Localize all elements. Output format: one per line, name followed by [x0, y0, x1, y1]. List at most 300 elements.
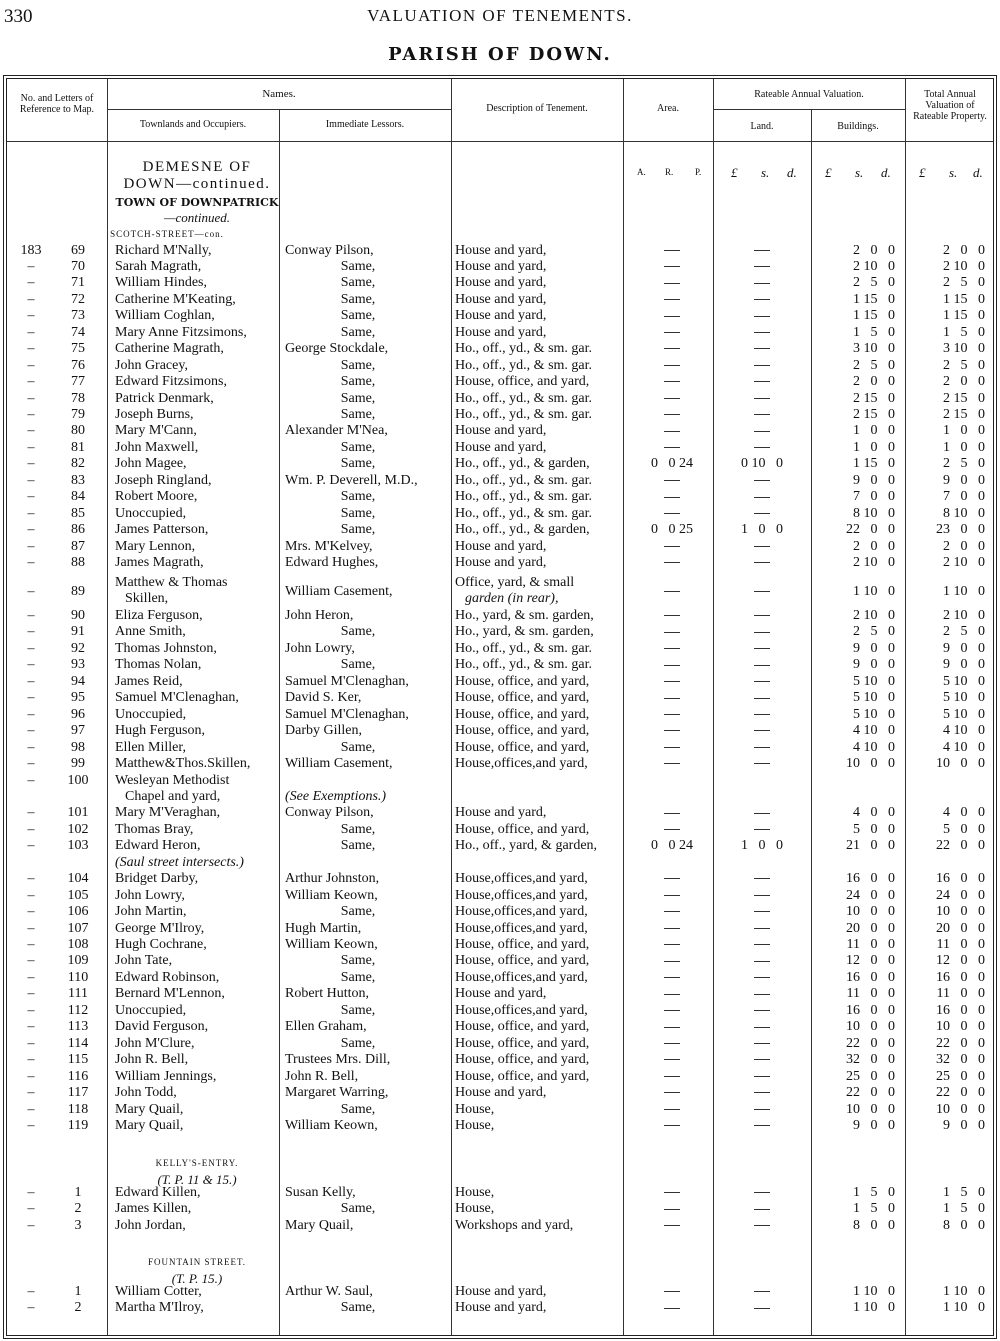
lessor: Same,	[340, 904, 376, 920]
buildings-value: 9 0 0	[853, 640, 895, 656]
occupier: Mary M'Veraghan,	[115, 805, 221, 821]
rule-names-sub	[107, 109, 451, 110]
area	[631, 690, 713, 706]
ref-letter: 1	[74, 1185, 82, 1200]
ref-letter: 74	[71, 324, 85, 340]
table-row	[7, 243, 995, 259]
ref-number: –	[27, 505, 35, 521]
area	[631, 970, 713, 986]
land-value: 0 10 0	[741, 456, 783, 472]
ref-letter: 91	[71, 624, 85, 640]
buildings-value: 9 0 0	[853, 657, 895, 673]
lessor: Margaret Warring,	[285, 1085, 389, 1101]
ref-number: –	[27, 1284, 35, 1299]
nil-dash	[664, 730, 680, 731]
table-row	[7, 440, 995, 456]
occupier: Sarah Magrath,	[115, 258, 202, 274]
lessor: Same,	[340, 953, 376, 969]
buildings-value: 9 0 0	[853, 1117, 895, 1133]
ref-number: –	[27, 937, 35, 952]
buildings-value: 24 0 0	[846, 887, 895, 903]
lessor: Arthur Johnston,	[285, 871, 380, 887]
buildings-value: 2 10 0	[853, 608, 895, 623]
section-fountain-street: FOUNTAIN STREET.	[147, 1257, 247, 1267]
ref-number: –	[27, 887, 35, 903]
nil-dash	[664, 365, 680, 366]
ref-letter: 82	[71, 456, 85, 472]
table-row	[7, 657, 995, 673]
nil-dash	[754, 1225, 770, 1226]
ref-letter: 75	[71, 341, 85, 357]
land-value	[713, 1118, 811, 1134]
occupier: John R. Bell,	[115, 1052, 189, 1068]
lessor: Same,	[340, 1300, 376, 1316]
area	[631, 657, 713, 673]
area	[631, 292, 713, 308]
ref-letter: 102	[67, 821, 89, 837]
section-demesne: DEMESNE OF	[142, 159, 252, 175]
land-value	[713, 1185, 811, 1201]
ref-number: –	[27, 390, 35, 406]
lessor: William Keown,	[285, 1117, 378, 1133]
buildings-value: 4 10 0	[853, 739, 895, 755]
nil-dash	[754, 250, 770, 251]
ref-letter: 108	[67, 937, 89, 952]
occupier: Samuel M'Clenaghan,	[115, 690, 239, 706]
occupier: William Hindes,	[115, 275, 207, 291]
table-row	[7, 773, 995, 789]
area	[631, 243, 713, 259]
table-row	[7, 1284, 995, 1300]
nil-dash	[664, 878, 680, 879]
nil-dash	[664, 1308, 680, 1309]
nil-dash	[754, 283, 770, 284]
nil-dash	[664, 681, 680, 682]
area	[631, 1069, 713, 1085]
area	[631, 1300, 713, 1316]
buildings-value: 1 10 0	[853, 1300, 895, 1316]
rule-rateable-sub	[713, 109, 905, 110]
area	[631, 275, 713, 291]
table-row	[7, 888, 995, 904]
total-value: 2 5 0	[943, 357, 985, 373]
area	[631, 1036, 713, 1052]
land-value	[713, 657, 811, 673]
description: House, office, and yard,	[455, 1068, 590, 1084]
description: House and yard,	[455, 291, 547, 307]
land-value	[713, 756, 811, 772]
ref-number: –	[27, 821, 35, 837]
lessor: David S. Ker,	[285, 690, 362, 706]
ref-letter: 90	[71, 608, 85, 623]
total-value: 25 0 0	[936, 1068, 985, 1084]
nil-dash	[754, 431, 770, 432]
lessor: Same,	[340, 390, 376, 406]
occupier: Martha M'Ilroy,	[115, 1300, 204, 1316]
ref-letter: 71	[71, 275, 85, 291]
area	[631, 341, 713, 357]
total-value: 4 0 0	[943, 805, 985, 821]
ref-number: –	[27, 538, 35, 554]
ref-number: –	[27, 374, 35, 390]
lessor: Hugh Martin,	[285, 920, 362, 936]
total-value: 4 10 0	[943, 739, 985, 755]
unit-acres: A.	[637, 167, 646, 177]
land-value	[713, 674, 811, 690]
lessor: Same,	[340, 291, 376, 307]
ref-letter: 81	[71, 439, 85, 455]
total-value: 10 0 0	[936, 756, 985, 772]
header-land: Land.	[750, 121, 774, 132]
ref-letter: 95	[71, 690, 85, 706]
nil-dash	[664, 961, 680, 962]
ref-letter: 115	[67, 1052, 89, 1068]
land-value	[713, 243, 811, 259]
ref-number: –	[27, 1002, 35, 1018]
land-value	[713, 822, 811, 838]
area	[631, 489, 713, 505]
ref-number: –	[27, 1052, 35, 1068]
table-row	[7, 921, 995, 937]
ref-number: –	[27, 1185, 35, 1200]
total-value: 24 0 0	[936, 887, 985, 903]
table-row	[7, 1201, 995, 1217]
ref-number: –	[27, 657, 35, 673]
description: House and yard,	[455, 423, 547, 439]
occupier: John Magee,	[115, 456, 187, 472]
description: Ho., off., yd., & sm. gar.	[455, 407, 593, 422]
ref-letter: 73	[71, 308, 85, 324]
ref-letter: 96	[71, 706, 85, 722]
description: Ho., off., yd., & sm. gar.	[455, 640, 593, 656]
nil-dash	[754, 895, 770, 896]
nil-dash	[664, 977, 680, 978]
total-value: 1 0 0	[943, 423, 985, 439]
description: House, office, and yard,	[455, 1035, 590, 1051]
description: House,offices,and yard,	[455, 969, 588, 985]
occupier: Hugh Cochrane,	[115, 937, 207, 952]
lessor: Same,	[340, 489, 376, 505]
ref-number: –	[27, 341, 35, 357]
section-town-continued: —continued.	[163, 210, 231, 225]
table-row	[7, 608, 995, 624]
description: House,offices,and yard,	[455, 904, 588, 920]
table-row	[7, 1102, 995, 1118]
buildings-value: 1 15 0	[853, 456, 895, 472]
nil-dash	[664, 381, 680, 382]
ref-letter: 97	[71, 723, 85, 739]
area	[631, 308, 713, 324]
ref-letter: 109	[67, 953, 89, 969]
buildings-value: 2 0 0	[853, 374, 895, 390]
area	[631, 1085, 713, 1101]
occupier: Richard M'Nally,	[115, 242, 212, 258]
table-row	[7, 937, 995, 953]
valuation-table	[6, 78, 994, 1336]
buildings-value: 1 0 0	[853, 423, 895, 439]
unit-land-pence: d.	[787, 165, 797, 180]
unit-land-pounds: £	[731, 165, 738, 180]
description: House and yard,	[455, 258, 547, 274]
ref-number: –	[27, 904, 35, 920]
occupier: Edward Heron,	[115, 838, 201, 854]
description: House,offices,and yard,	[455, 887, 588, 903]
table-row	[7, 1300, 995, 1316]
occupier: Edward Fitzsimons,	[115, 374, 227, 390]
lessor: George Stockdale,	[285, 341, 389, 357]
nil-dash	[754, 681, 770, 682]
ref-number: –	[27, 1085, 35, 1101]
nil-dash	[754, 497, 770, 498]
description-cont: garden (in rear),	[465, 591, 559, 606]
table-row	[7, 489, 995, 505]
ref-number: 183	[20, 242, 42, 258]
nil-dash	[664, 513, 680, 514]
header-ref: No. and Letters of Reference to Map.	[19, 93, 95, 115]
nil-dash	[664, 911, 680, 912]
total-value: 1 10 0	[943, 584, 985, 599]
ref-number: –	[27, 258, 35, 274]
section-kellys-entry: KELLY'S-ENTRY.	[155, 1158, 239, 1168]
occupier: (Saul street intersects.)	[115, 854, 244, 870]
nil-dash	[754, 665, 770, 666]
table-row	[7, 341, 995, 357]
ref-letter: 111	[68, 986, 88, 1002]
table-row	[7, 822, 995, 838]
nil-dash	[664, 1125, 680, 1126]
table-row	[7, 1118, 995, 1134]
table-row	[7, 423, 995, 439]
occupier: Edward Robinson,	[115, 969, 220, 985]
area	[631, 1185, 713, 1201]
nil-dash	[754, 714, 770, 715]
buildings-value: 5 10 0	[853, 673, 895, 689]
total-value: 22 0 0	[936, 1085, 985, 1101]
description: House and yard,	[455, 275, 547, 291]
occupier: Mary Quail,	[115, 1117, 184, 1133]
buildings-value: 10 0 0	[846, 1101, 895, 1117]
unit-perches: P.	[695, 167, 702, 177]
ref-number: –	[27, 871, 35, 887]
land-value	[713, 259, 811, 275]
total-value: 2 5 0	[943, 275, 985, 291]
table-row	[7, 855, 995, 871]
nil-dash	[754, 632, 770, 633]
occupier: David Ferguson,	[115, 1019, 209, 1035]
buildings-value: 3 10 0	[853, 341, 895, 357]
buildings-value: 5 0 0	[853, 821, 895, 837]
buildings-value: 2 0 0	[853, 242, 895, 258]
land-value	[713, 871, 811, 887]
total-value: 23 0 0	[936, 522, 985, 538]
table-row	[7, 624, 995, 640]
total-value: 1 10 0	[943, 1300, 985, 1316]
description: House and yard,	[455, 555, 547, 571]
header-names: Names.	[262, 88, 296, 100]
nil-dash	[664, 431, 680, 432]
total-value: 2 10 0	[943, 608, 985, 623]
buildings-value: 10 0 0	[846, 1019, 895, 1035]
table-row	[7, 756, 995, 772]
land-value	[713, 1218, 811, 1234]
header-buildings: Buildings.	[837, 121, 879, 132]
ref-letter: 80	[71, 423, 85, 439]
table-row	[7, 707, 995, 723]
description: House and yard,	[455, 308, 547, 324]
total-value: 7 0 0	[943, 489, 985, 505]
occupier: James Patterson,	[115, 522, 209, 538]
ref-letter: 78	[71, 390, 85, 406]
land-value	[713, 506, 811, 522]
nil-dash	[754, 1092, 770, 1093]
lessor: John Lowry,	[285, 640, 355, 656]
ref-letter: 1	[74, 1284, 82, 1299]
description: House, office, and yard,	[455, 1019, 590, 1035]
total-value: 2 5 0	[943, 624, 985, 640]
table-row	[7, 789, 995, 805]
ref-letter: 116	[67, 1068, 89, 1084]
buildings-value: 9 0 0	[853, 472, 895, 488]
lessor: Same,	[340, 739, 376, 755]
land-value	[713, 325, 811, 341]
lessor: William Casement,	[285, 584, 393, 599]
nil-dash	[754, 1027, 770, 1028]
land-value	[713, 1052, 811, 1068]
header-description: Description of Tenement.	[486, 103, 588, 114]
description: Ho., off., yd., & garden,	[455, 456, 590, 472]
ref-letter: 105	[67, 887, 89, 903]
occupier: Ellen Miller,	[115, 739, 186, 755]
description: Office, yard, & small	[455, 575, 575, 590]
buildings-value: 1 15 0	[853, 291, 895, 307]
description: House, office, and yard,	[455, 937, 590, 952]
total-value: 10 0 0	[936, 1101, 985, 1117]
land-value	[713, 608, 811, 624]
nil-dash	[754, 381, 770, 382]
occupier: William Coghlan,	[115, 308, 215, 324]
occupier: Eliza Ferguson,	[115, 608, 203, 623]
land-value	[713, 723, 811, 739]
buildings-value: 5 10 0	[853, 706, 895, 722]
lessor: Susan Kelly,	[285, 1185, 356, 1200]
occupier: Joseph Burns,	[115, 407, 194, 422]
land-value	[713, 641, 811, 657]
ref-letter: 69	[71, 242, 85, 258]
area	[631, 1201, 713, 1217]
nil-dash	[754, 1125, 770, 1126]
page-number: 330	[4, 6, 33, 27]
occupier: Catherine M'Keating,	[115, 291, 236, 307]
nil-dash	[664, 250, 680, 251]
occupier: Joseph Ringland,	[115, 472, 212, 488]
total-value: 8 10 0	[943, 505, 985, 521]
buildings-value: 16 0 0	[846, 1002, 895, 1018]
area	[631, 1102, 713, 1118]
total-value: 1 0 0	[943, 439, 985, 455]
description: House,	[455, 1201, 495, 1217]
description: House,	[455, 1117, 495, 1133]
parish-title: PARISH OF DOWN.	[388, 44, 612, 65]
table-row	[7, 871, 995, 887]
ref-letter: 107	[67, 920, 89, 936]
nil-dash	[664, 480, 680, 481]
area	[631, 473, 713, 489]
total-value: 22 0 0	[936, 1035, 985, 1051]
occupier: Catherine Magrath,	[115, 341, 224, 357]
occupier: James Reid,	[115, 673, 183, 689]
description: House,	[455, 1185, 495, 1200]
header-rateable: Rateable Annual Valuation.	[754, 89, 864, 100]
land-value	[713, 1300, 811, 1316]
area	[631, 937, 713, 953]
table-row	[7, 1052, 995, 1068]
total-value: 32 0 0	[936, 1052, 985, 1068]
area	[631, 1019, 713, 1035]
land-value	[713, 1102, 811, 1118]
nil-dash	[754, 332, 770, 333]
land-value	[713, 1085, 811, 1101]
nil-dash	[664, 895, 680, 896]
ref-number: –	[27, 608, 35, 623]
nil-dash	[754, 615, 770, 616]
total-value: 3 10 0	[943, 341, 985, 357]
total-value: 1 15 0	[943, 291, 985, 307]
description: Ho., off., yd., & sm. gar.	[455, 357, 593, 373]
occupier: Mary Lennon,	[115, 538, 196, 554]
nil-dash	[664, 316, 680, 317]
total-value: 10 0 0	[936, 1019, 985, 1035]
occupier: James Killen,	[115, 1201, 192, 1217]
lessor: Same,	[340, 407, 376, 422]
page-header	[0, 0, 1000, 70]
ref-number: –	[27, 357, 35, 373]
table-row	[7, 1218, 995, 1234]
area	[631, 756, 713, 772]
ref-number: –	[27, 308, 35, 324]
occupier: Bernard M'Lennon,	[115, 986, 225, 1002]
area	[631, 423, 713, 439]
ref-letter: 98	[71, 739, 85, 755]
total-value: 16 0 0	[936, 1002, 985, 1018]
lessor: (See Exemptions.)	[285, 788, 387, 804]
nil-dash	[754, 1059, 770, 1060]
table-row	[7, 325, 995, 341]
area	[631, 1284, 713, 1300]
lessor: Same,	[340, 275, 376, 291]
table-row	[7, 674, 995, 690]
occupier: John Jordan,	[115, 1217, 186, 1233]
occupier: John M'Clure,	[115, 1035, 195, 1051]
ref-letter: 112	[67, 1002, 89, 1018]
lessor: Alexander M'Nea,	[285, 423, 388, 439]
nil-dash	[754, 348, 770, 349]
total-value: 9 0 0	[943, 640, 985, 656]
description: House and yard,	[455, 986, 547, 1002]
occupier: Bridget Darby,	[115, 871, 199, 887]
ref-letter: 106	[67, 904, 89, 920]
nil-dash	[664, 632, 680, 633]
table-row	[7, 1019, 995, 1035]
nil-dash	[754, 1209, 770, 1210]
ref-letter: 77	[71, 374, 85, 390]
buildings-value: 1 10 0	[853, 1284, 895, 1299]
ref-number: –	[27, 838, 35, 854]
occupier: Matthew&Thos.Skillen,	[115, 756, 251, 772]
land-value	[713, 275, 811, 291]
nil-dash	[664, 1043, 680, 1044]
description: House,offices,and yard,	[455, 871, 588, 887]
lessor: Same,	[340, 374, 376, 390]
